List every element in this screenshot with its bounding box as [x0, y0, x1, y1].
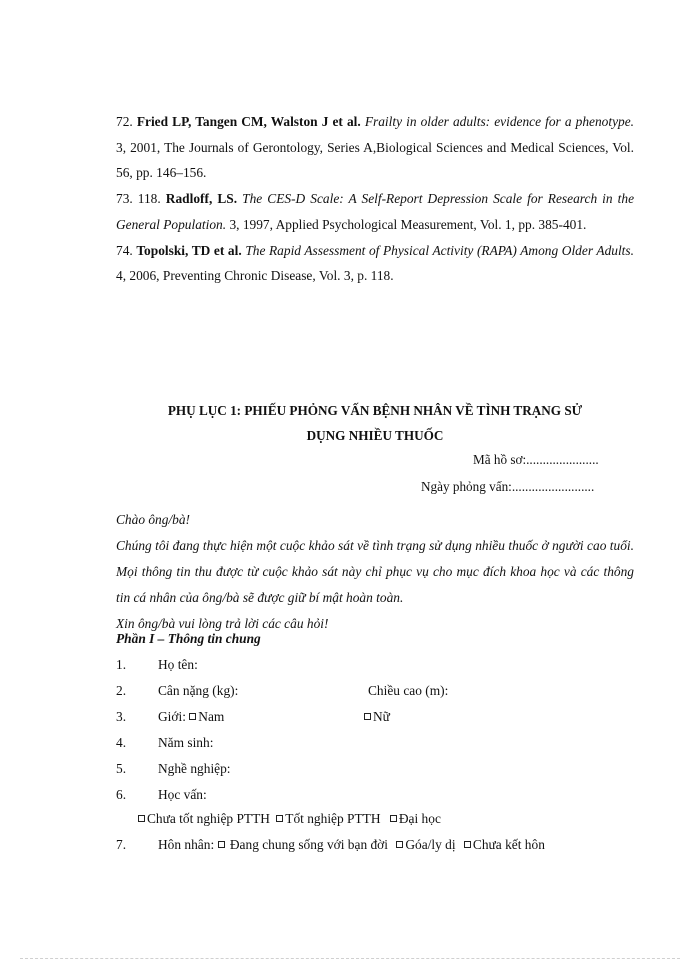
- gender-option-female: [364, 709, 390, 725]
- checkbox[interactable]: [464, 841, 471, 848]
- appendix-title: [116, 398, 634, 448]
- reference-authors: Topolski, TD et al.: [136, 242, 242, 258]
- checkbox[interactable]: [218, 841, 225, 848]
- reference-list: [116, 109, 634, 289]
- question-education: Học vấn:: [158, 787, 207, 802]
- greeting: Chào ông/bà!: [116, 512, 191, 527]
- question-weight: Cân nặng (kg):: [158, 683, 239, 698]
- reference-item: [116, 238, 634, 289]
- question-number: 7.: [116, 837, 127, 852]
- reference-number: 72.: [116, 114, 133, 129]
- option-label: Chưa kết hôn: [472, 837, 545, 852]
- reference-authors: Radloff, LS.: [165, 191, 238, 207]
- reference-details: 4, 2006, Preventing Chronic Disease, Vol. 3, p. 118.: [116, 268, 394, 284]
- section-title: Phần I – Thông tin chung: [116, 631, 261, 646]
- checkbox[interactable]: [189, 713, 196, 720]
- option-label: Góa/ly dị: [405, 837, 456, 852]
- checkbox[interactable]: [364, 713, 371, 720]
- question-number: 5.: [116, 761, 127, 776]
- question-marital: [158, 837, 545, 853]
- question-name: Họ tên:: [158, 657, 198, 672]
- reference-title: The CES-D Scale: A Self-Report Depression Scale for Research in the General Population.: [116, 191, 635, 232]
- question-height: Chiều cao (m):: [368, 683, 449, 698]
- option-label: Đại học: [398, 811, 441, 826]
- reference-number: 73. 118.: [116, 191, 161, 207]
- question-number: 1.: [116, 657, 127, 672]
- intro-block: [116, 507, 634, 637]
- reference-title: Frailty in older adults: evidence for a phenotype.: [364, 114, 634, 129]
- option-label: Nam: [198, 709, 225, 724]
- question-occupation: Nghề nghiệp:: [158, 761, 231, 776]
- checkbox[interactable]: [396, 841, 403, 848]
- question-number: 2.: [116, 683, 127, 698]
- checkbox[interactable]: [138, 815, 145, 822]
- intro-text: Chúng tôi đang thực hiện một cuộc khảo sát về tình trạng sử dụng nhiều thuốc ở người cao tuổi. Mọi thông tin thu được từ cuộc khảo sát này chỉ phục vụ cho mục đích khoa học và các thông tin cá nhân của ông/bà sẽ được giữ bí mật hoàn toàn.: [116, 538, 634, 605]
- checkbox[interactable]: [390, 815, 397, 822]
- question-label: Hôn nhân:: [158, 837, 215, 852]
- question-birth-year: Năm sinh:: [158, 735, 214, 750]
- education-options: [138, 811, 441, 827]
- reference-item: [116, 186, 634, 237]
- reference-item: [116, 109, 634, 186]
- reference-title: The Rapid Assessment of Physical Activity (RAPA) Among Older Adults.: [245, 242, 634, 258]
- option-label: Nữ: [373, 709, 390, 724]
- reference-details: 3, 1997, Applied Psychological Measurement, Vol. 1, pp. 385-401.: [229, 216, 587, 232]
- option-label: Chưa tốt nghiệp PTTH: [147, 811, 270, 826]
- request-text: Xin ông/bà vui lòng trả lời các câu hỏi!: [116, 616, 329, 631]
- question-gender: [158, 709, 224, 725]
- question-number: 4.: [116, 735, 127, 750]
- reference-details: 3, 2001, The Journals of Gerontology, Series A,Biological Sciences and Medical Sciences, Vol. 56, pp. 146–156.: [116, 139, 634, 181]
- checkbox[interactable]: [276, 815, 283, 822]
- appendix-title-line: DỤNG NHIỀU THUỐC: [306, 428, 444, 443]
- question-label: Giới:: [158, 709, 186, 724]
- question-number: 3.: [116, 709, 127, 724]
- option-label: Đang chung sống với bạn đời: [229, 837, 388, 852]
- option-label: Tốt nghiệp PTTH: [285, 811, 381, 826]
- interview-date: Ngày phỏng vấn:.........................: [421, 479, 595, 494]
- reference-authors: Fried LP, Tangen CM, Walston J et al.: [136, 114, 361, 129]
- question-number: 6.: [116, 787, 127, 802]
- appendix-title-line: PHỤ LỤC 1: PHIẾU PHỎNG VẤN BỆNH NHÂN VỀ TÌNH TRẠNG SỬ: [167, 403, 583, 418]
- record-number: Mã hồ sơ:......................: [473, 452, 599, 467]
- page-divider: [20, 958, 680, 959]
- reference-number: 74.: [116, 242, 133, 258]
